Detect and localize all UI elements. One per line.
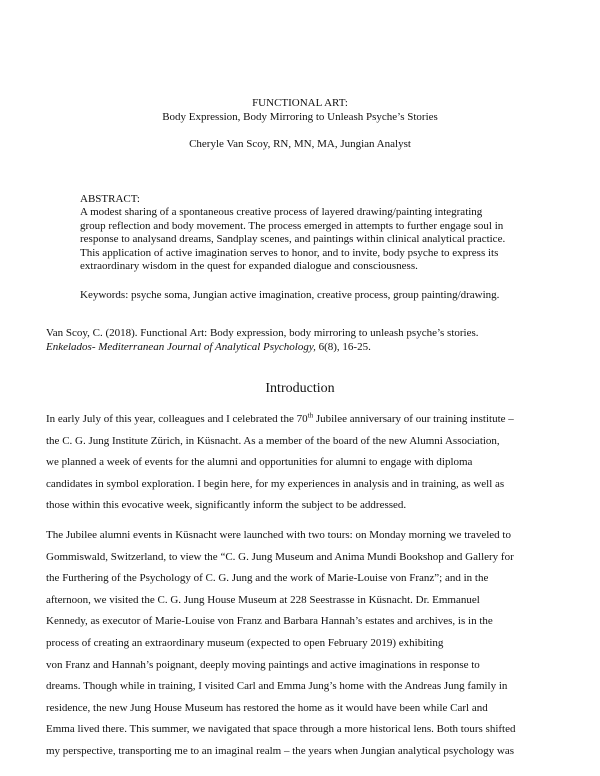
paragraph-line: the C. G. Jung Institute Zürich, in Küsnacht. As a member of the board of the new Alumni Association, bbox=[46, 434, 500, 447]
paragraph-line: those within this evocative week, significantly inform the subject to be addressed. bbox=[46, 499, 407, 512]
paragraph-line: dreams. Though while in training, I visited Carl and Emma Jung’s home with the Andreas Jung family in bbox=[46, 680, 508, 693]
text-run: Jubilee anniversary of our training institute – bbox=[313, 413, 514, 425]
paragraph-line: the Furthering of the Psychology of C. G. Jung and the work of Marie-Louise von Franz”; and in the bbox=[46, 572, 489, 585]
paragraph-line: my perspective, transporting me to an imaginal realm – the years when Jungian analytical psychology was bbox=[46, 744, 514, 757]
journal-name: Enkelados- Mediterranean Journal of Analytical Psychology, bbox=[46, 341, 316, 353]
abstract-line: group reflection and body movement. The process emerged in attempts to further engage soul in bbox=[80, 219, 504, 232]
abstract-line: This application of active imagination serves to honor, and to invite, body psyche to express its bbox=[80, 246, 499, 259]
volume-pages: 6(8), 16-25. bbox=[315, 341, 371, 353]
paragraph-line: we planned a week of events for the alumni and opportunities for alumni to engage with diploma bbox=[46, 456, 473, 469]
citation bbox=[46, 326, 566, 354]
paragraph-line bbox=[46, 409, 568, 431]
paragraph-line: candidates in symbol exploration. I begin here, for my experiences in analysis and in training, as well as bbox=[46, 477, 505, 490]
author-line: Cheryle Van Scoy, RN, MN, MA, Jungian Analyst bbox=[189, 138, 411, 150]
paragraph-line: afternoon, we visited the C. G. Jung House Museum at 228 Seestrasse in Küsnacht. Dr. Emmanuel bbox=[46, 593, 480, 606]
paragraph-1 bbox=[46, 409, 568, 517]
paper-title: FUNCTIONAL ART: bbox=[252, 97, 348, 109]
paragraph-line: Kennedy, as executor of Marie-Louise von Franz and Barbara Hannah’s estates and archives, is in the bbox=[46, 615, 493, 628]
paragraph-line: The Jubilee alumni events in Küsnacht were launched with two tours: on Monday morning we traveled to bbox=[46, 529, 511, 541]
citation-line: Van Scoy, C. (2018). Functional Art: Body expression, body mirroring to unleash psyche’s stories. bbox=[46, 327, 479, 339]
abstract-line: response to analysand dreams, Sandplay scenes, and paintings within clinical analytical practice. bbox=[80, 233, 506, 246]
paragraph-line: Gommiswald, Switzerland, to view the “C. G. Jung Museum and Anima Mundi Bookshop and Gallery for bbox=[46, 550, 514, 563]
paragraph-line: Emma lived there. This summer, we navigated that space through a more historical lens. Both tours shifted bbox=[46, 723, 516, 736]
paragraph-line: von Franz and Hannah’s poignant, deeply moving paintings and active imaginations in response to bbox=[46, 658, 480, 671]
abstract-line: extraordinary wisdom in the quest for expanded dialogue and consciousness. bbox=[80, 260, 418, 273]
text-run: In early July of this year, colleagues and I celebrated the 70 bbox=[46, 413, 308, 425]
paper-subtitle: Body Expression, Body Mirroring to Unleash Psyche’s Stories bbox=[162, 111, 438, 123]
ordinal-suffix: th bbox=[307, 411, 314, 420]
keywords: Keywords: psyche soma, Jungian active imagination, creative process, group painting/drawing. bbox=[80, 289, 500, 301]
citation-line-2 bbox=[46, 340, 566, 354]
paragraph-line: process of creating an extraordinary museum (expected to open February 2019) exhibiting bbox=[46, 636, 444, 649]
paragraph-line: residence, the new Jung House Museum has restored the home as it would have been while Carl and bbox=[46, 701, 488, 714]
abstract-heading: ABSTRACT: bbox=[80, 193, 140, 205]
abstract-body bbox=[80, 206, 550, 274]
paragraph-2 bbox=[46, 525, 568, 763]
section-heading-introduction: Introduction bbox=[265, 381, 335, 396]
abstract-line: A modest sharing of a spontaneous creative process of layered drawing/painting integrating bbox=[80, 206, 483, 218]
